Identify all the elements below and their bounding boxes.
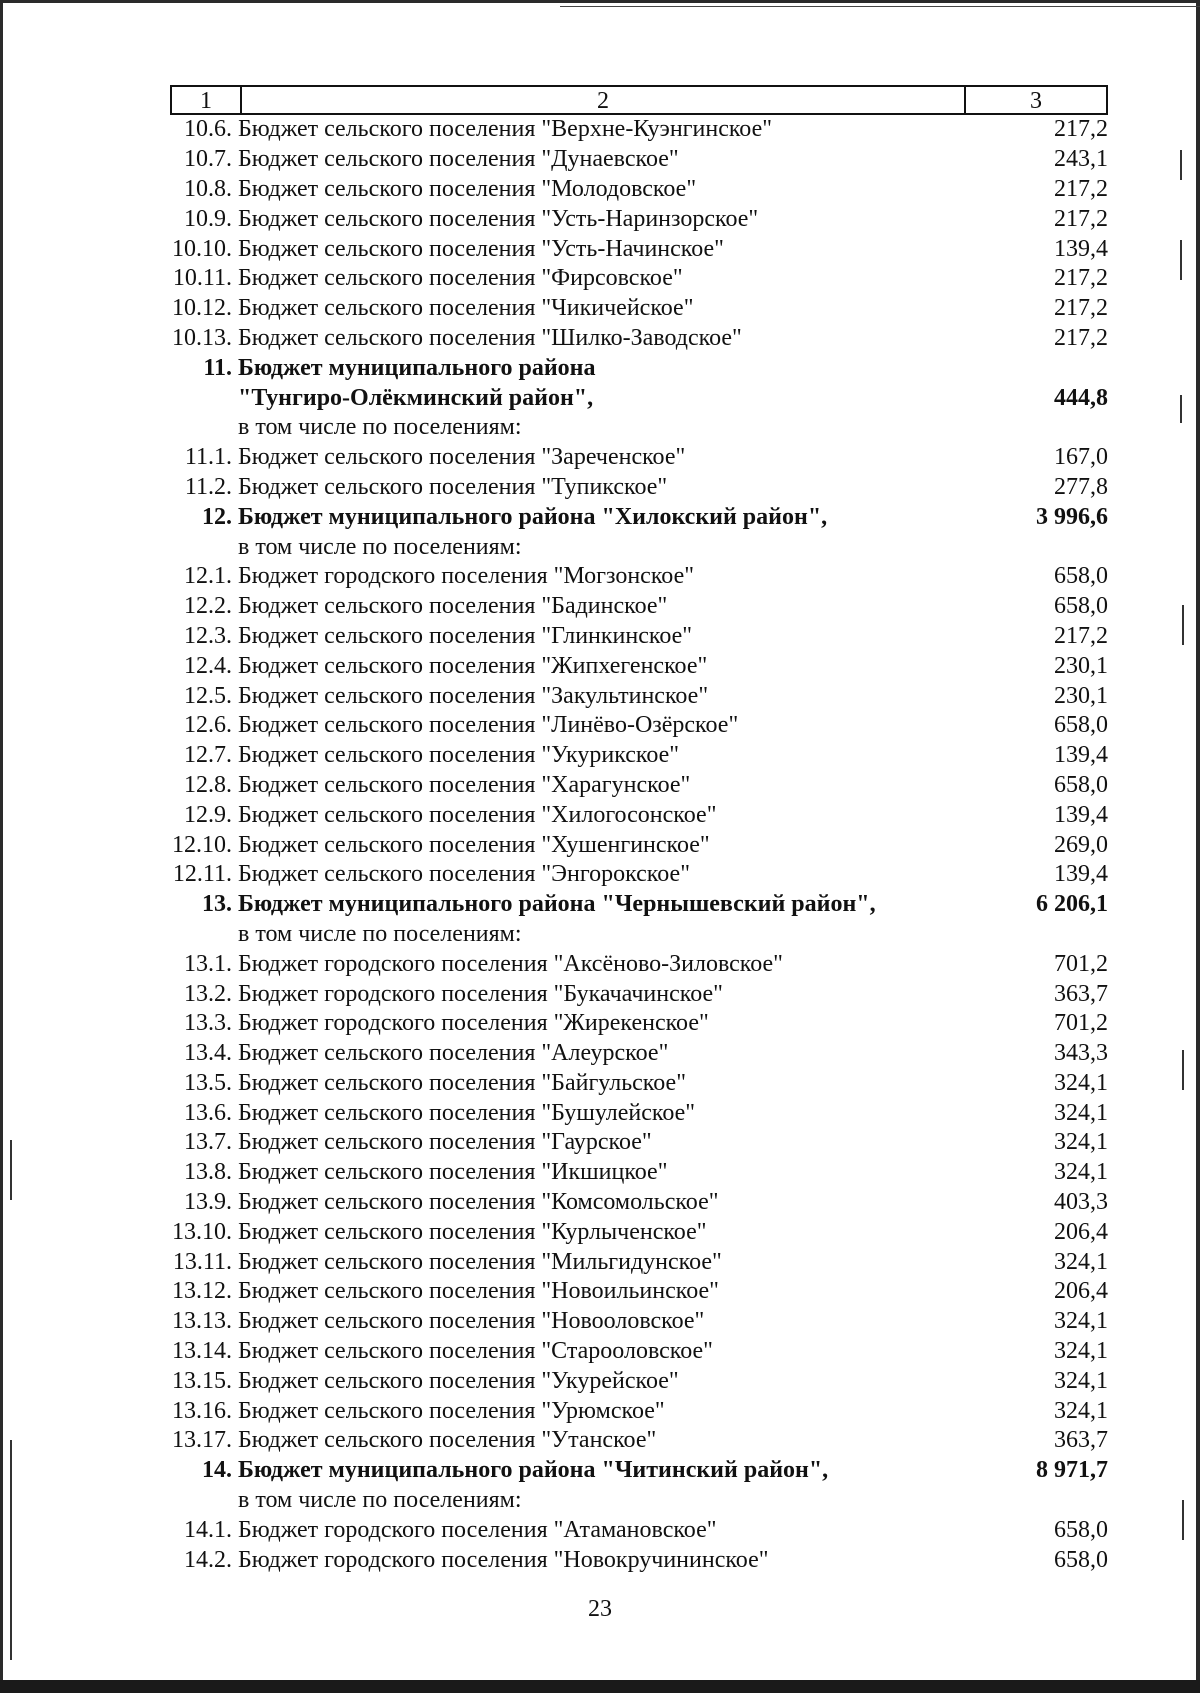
row-text: Бюджет сельского поселения "Жипхегенское" <box>238 652 708 679</box>
row-value: 230,1 <box>1054 682 1108 709</box>
row-number: 12.10. <box>172 831 232 858</box>
row-value: 206,4 <box>1054 1218 1108 1245</box>
row-text: в том числе по поселениям: <box>238 414 522 441</box>
table-row <box>170 1545 1108 1575</box>
row-number: 13.11. <box>172 1248 232 1275</box>
row-number: 13.14. <box>172 1338 232 1365</box>
table-row <box>170 800 1108 830</box>
table-row <box>170 1366 1108 1396</box>
scan-mark <box>1182 1050 1184 1090</box>
row-number: 13.16. <box>172 1397 232 1424</box>
table-row <box>170 324 1108 354</box>
scan-edge-left <box>0 0 3 1693</box>
table-row <box>170 204 1108 234</box>
row-value: 217,2 <box>1054 175 1108 202</box>
row-text: Бюджет сельского поселения "Тупикское" <box>238 473 668 500</box>
table-row <box>170 1188 1108 1218</box>
row-text: Бюджет сельского поселения "Новооловское" <box>238 1308 705 1335</box>
row-value: 217,2 <box>1054 116 1108 143</box>
row-value: 658,0 <box>1054 771 1108 798</box>
row-text: Бюджет сельского поселения "Дунаевское" <box>238 146 679 173</box>
table-row <box>170 115 1108 145</box>
row-value: 324,1 <box>1054 1308 1108 1335</box>
row-value: 243,1 <box>1054 146 1108 173</box>
scan-mark <box>1180 150 1182 180</box>
row-text: Бюджет сельского поселения "Гаурское" <box>238 1129 652 1156</box>
row-value: 324,1 <box>1054 1099 1108 1126</box>
row-number: 13.12. <box>172 1278 232 1305</box>
table-row <box>170 979 1108 1009</box>
row-value: 324,1 <box>1054 1159 1108 1186</box>
row-number: 12.8. <box>184 771 232 798</box>
table-row <box>170 1307 1108 1337</box>
table-row <box>170 622 1108 652</box>
row-value: 217,2 <box>1054 265 1108 292</box>
table-row <box>170 681 1108 711</box>
row-text: Бюджет городского поселения "Аксёново-Зиловское" <box>238 950 783 977</box>
table-row <box>170 502 1108 532</box>
row-value: 8 971,7 <box>1036 1457 1108 1484</box>
table-row <box>170 294 1108 324</box>
row-number: 13.3. <box>184 1010 232 1037</box>
table-row <box>170 1486 1108 1516</box>
budget-table <box>170 85 1108 1575</box>
row-value: 324,1 <box>1054 1069 1108 1096</box>
row-value: 6 206,1 <box>1036 891 1108 918</box>
row-number: 13.10. <box>172 1218 232 1245</box>
table-row <box>170 145 1108 175</box>
row-text: "Тунгиро-Олёкминский район", <box>238 384 594 411</box>
table-row <box>170 413 1108 443</box>
row-text: Бюджет муниципального района <box>238 354 596 381</box>
row-text: Бюджет сельского поселения "Энгорокское" <box>238 861 690 888</box>
row-number: 12.5. <box>184 682 232 709</box>
row-text: Бюджет сельского поселения "Харагунское" <box>238 771 691 798</box>
row-text: Бюджет сельского поселения "Линёво-Озёрское" <box>238 712 739 739</box>
row-text: Бюджет сельского поселения "Байгульское" <box>238 1069 686 1096</box>
row-text: Бюджет сельского поселения "Комсомольское" <box>238 1189 719 1216</box>
scan-mark <box>1180 240 1182 280</box>
row-value: 324,1 <box>1054 1248 1108 1275</box>
row-text: Бюджет сельского поселения "Старооловское" <box>238 1338 713 1365</box>
table-header <box>170 85 1108 115</box>
page-number: 23 <box>588 1596 612 1622</box>
row-text: Бюджет сельского поселения "Усть-Наринзорское" <box>238 205 759 232</box>
row-text: Бюджет сельского поселения "Икшицкое" <box>238 1159 668 1186</box>
scan-edge-right <box>1196 0 1200 1693</box>
row-number: 13.1. <box>184 950 232 977</box>
row-value: 3 996,6 <box>1036 503 1108 530</box>
row-number: 13.15. <box>172 1367 232 1394</box>
row-text: Бюджет сельского поселения "Закультинское" <box>238 682 709 709</box>
table-row <box>170 920 1108 950</box>
row-value: 139,4 <box>1054 801 1108 828</box>
table-row <box>170 1009 1108 1039</box>
row-value: 363,7 <box>1054 980 1108 1007</box>
table-row <box>170 1098 1108 1128</box>
row-text: Бюджет сельского поселения "Чикичейское" <box>238 295 694 322</box>
row-text: Бюджет сельского поселения "Мильгидунское" <box>238 1248 722 1275</box>
table-row <box>170 1337 1108 1367</box>
row-number: 14.1. <box>184 1516 232 1543</box>
row-number: 13.17. <box>172 1427 232 1454</box>
row-text: Бюджет сельского поселения "Укурикское" <box>238 742 680 769</box>
row-value: 324,1 <box>1054 1397 1108 1424</box>
table-row <box>170 234 1108 264</box>
row-value: 701,2 <box>1054 950 1108 977</box>
row-text: Бюджет сельского поселения "Урюмское" <box>238 1397 665 1424</box>
table-row <box>170 711 1108 741</box>
row-number: 13.6. <box>184 1099 232 1126</box>
scan-edge-top <box>0 0 1200 3</box>
row-text: Бюджет муниципального района "Читинский район", <box>238 1457 829 1484</box>
row-text: Бюджет сельского поселения "Бушулейское" <box>238 1099 696 1126</box>
row-number: 14.2. <box>184 1546 232 1573</box>
row-number: 10.12. <box>172 295 232 322</box>
row-number: 13.2. <box>184 980 232 1007</box>
row-text: Бюджет сельского поселения "Зареченское" <box>238 444 686 471</box>
row-number: 13.13. <box>172 1308 232 1335</box>
row-number: 13.8. <box>184 1159 232 1186</box>
row-number: 13.7. <box>184 1129 232 1156</box>
row-text: Бюджет городского поселения "Могзонское" <box>238 563 695 590</box>
row-value: 324,1 <box>1054 1129 1108 1156</box>
row-value: 269,0 <box>1054 831 1108 858</box>
row-text: Бюджет сельского поселения "Фирсовское" <box>238 265 683 292</box>
row-number: 11. <box>203 354 232 381</box>
row-text: Бюджет сельского поселения "Бадинское" <box>238 593 668 620</box>
table-row <box>170 1128 1108 1158</box>
scan-line-top <box>560 6 1200 7</box>
row-text: Бюджет сельского поселения "Утанское" <box>238 1427 657 1454</box>
row-value: 324,1 <box>1054 1338 1108 1365</box>
row-number: 12.2. <box>184 593 232 620</box>
row-text: Бюджет сельского поселения "Глинкинское" <box>238 622 693 649</box>
row-value: 139,4 <box>1054 742 1108 769</box>
row-value: 230,1 <box>1054 652 1108 679</box>
row-text: Бюджет сельского поселения "Новоильинское" <box>238 1278 719 1305</box>
table-row <box>170 383 1108 413</box>
row-value: 658,0 <box>1054 563 1108 590</box>
table-row <box>170 353 1108 383</box>
row-value: 658,0 <box>1054 712 1108 739</box>
row-number: 14. <box>202 1457 232 1484</box>
row-value: 217,2 <box>1054 205 1108 232</box>
row-number: 10.6. <box>184 116 232 143</box>
row-number: 10.11. <box>172 265 232 292</box>
row-value: 701,2 <box>1054 1010 1108 1037</box>
row-value: 658,0 <box>1054 593 1108 620</box>
row-number: 12.1. <box>184 563 232 590</box>
row-value: 139,4 <box>1054 861 1108 888</box>
table-row <box>170 651 1108 681</box>
row-text: Бюджет сельского поселения "Шилко-Заводское" <box>238 324 742 351</box>
row-value: 139,4 <box>1054 235 1108 262</box>
table-row <box>170 532 1108 562</box>
table-row <box>170 562 1108 592</box>
row-number: 10.10. <box>172 235 232 262</box>
row-text: Бюджет сельского поселения "Усть-Начинское" <box>238 235 724 262</box>
row-value: 217,2 <box>1054 324 1108 351</box>
scan-mark <box>10 1140 12 1200</box>
row-number: 12.6. <box>184 712 232 739</box>
row-value: 324,1 <box>1054 1367 1108 1394</box>
row-number: 12.4. <box>184 652 232 679</box>
table-row <box>170 473 1108 503</box>
table-row <box>170 1277 1108 1307</box>
row-text: Бюджет сельского поселения "Молодовское" <box>238 175 697 202</box>
row-text: Бюджет сельского поселения "Верхне-Куэнгинское" <box>238 116 773 143</box>
row-number: 11.1. <box>184 444 232 471</box>
row-text: Бюджет городского поселения "Новокручининское" <box>238 1546 769 1573</box>
row-text: в том числе по поселениям: <box>238 1487 522 1514</box>
scan-edge-bottom <box>0 1680 1200 1693</box>
row-value: 206,4 <box>1054 1278 1108 1305</box>
row-number: 12. <box>202 503 232 530</box>
row-number: 11.2. <box>184 473 232 500</box>
table-row <box>170 1515 1108 1545</box>
row-text: Бюджет муниципального района "Хилокский район", <box>238 503 828 530</box>
row-number: 13.5. <box>184 1069 232 1096</box>
row-value: 658,0 <box>1054 1516 1108 1543</box>
table-row <box>170 264 1108 294</box>
scan-mark <box>1182 605 1184 645</box>
row-number: 13.9. <box>184 1189 232 1216</box>
row-value: 343,3 <box>1054 1040 1108 1067</box>
row-number: 10.9. <box>184 205 232 232</box>
table-row <box>170 830 1108 860</box>
table-row <box>170 890 1108 920</box>
row-text: Бюджет городского поселения "Атамановское" <box>238 1516 717 1543</box>
header-col-1: 1 <box>172 87 242 113</box>
row-text: в том числе по поселениям: <box>238 920 522 947</box>
scan-mark <box>1180 395 1182 423</box>
row-text: Бюджет муниципального района "Чернышевский район", <box>238 891 876 918</box>
row-number: 12.7. <box>184 742 232 769</box>
table-row <box>170 1158 1108 1188</box>
row-value: 167,0 <box>1054 444 1108 471</box>
table-row <box>170 1456 1108 1486</box>
scan-mark <box>10 1440 12 1660</box>
scan-mark <box>1182 1500 1184 1540</box>
row-number: 12.3. <box>184 622 232 649</box>
row-value: 217,2 <box>1054 622 1108 649</box>
row-value: 363,7 <box>1054 1427 1108 1454</box>
row-text: Бюджет сельского поселения "Курлыченское" <box>238 1218 707 1245</box>
row-number: 13.4. <box>184 1040 232 1067</box>
table-row <box>170 175 1108 205</box>
row-text: Бюджет сельского поселения "Алеурское" <box>238 1040 669 1067</box>
table-row <box>170 1039 1108 1069</box>
row-number: 13. <box>202 891 232 918</box>
table-row <box>170 1217 1108 1247</box>
row-text: Бюджет городского поселения "Букачачинское" <box>238 980 723 1007</box>
header-col-2: 2 <box>242 87 966 113</box>
row-number: 12.11. <box>172 861 232 888</box>
row-text: Бюджет сельского поселения "Укурейское" <box>238 1367 679 1394</box>
table-body <box>170 115 1108 1575</box>
table-row <box>170 1426 1108 1456</box>
row-value: 403,3 <box>1054 1189 1108 1216</box>
header-col-3: 3 <box>1030 88 1042 114</box>
row-value: 217,2 <box>1054 295 1108 322</box>
row-text: Бюджет городского поселения "Жирекенское" <box>238 1010 709 1037</box>
table-row <box>170 443 1108 473</box>
table-row <box>170 1069 1108 1099</box>
row-value: 444,8 <box>1054 384 1108 411</box>
row-number: 10.8. <box>184 175 232 202</box>
table-row <box>170 771 1108 801</box>
row-number: 10.13. <box>172 324 232 351</box>
row-value: 658,0 <box>1054 1546 1108 1573</box>
row-number: 12.9. <box>184 801 232 828</box>
row-text: Бюджет сельского поселения "Хилогосонское" <box>238 801 717 828</box>
table-row <box>170 1396 1108 1426</box>
table-row <box>170 741 1108 771</box>
row-number: 10.7. <box>184 146 232 173</box>
table-row <box>170 860 1108 890</box>
row-value: 277,8 <box>1054 473 1108 500</box>
row-text: в том числе по поселениям: <box>238 533 522 560</box>
table-row <box>170 1247 1108 1277</box>
table-row <box>170 592 1108 622</box>
row-text: Бюджет сельского поселения "Хушенгинское" <box>238 831 710 858</box>
table-row <box>170 949 1108 979</box>
